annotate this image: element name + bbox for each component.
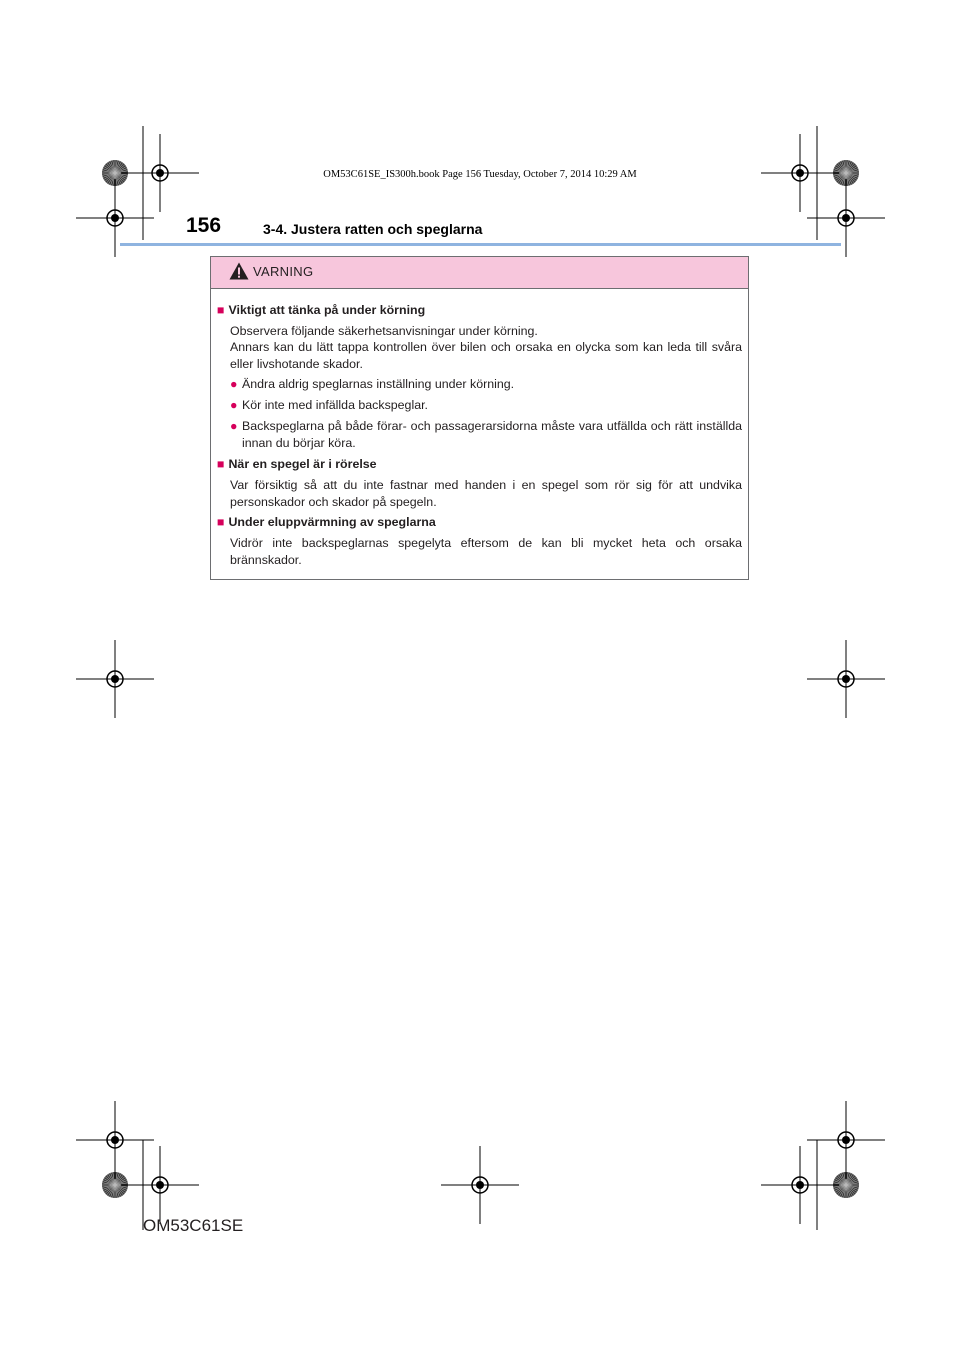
header-rule [120,243,841,246]
round-bullet-icon: ● [230,398,238,412]
warning-paragraph: Vidrör inte backspeglarnas spegelyta eftersom de kan bli mycket heta och orsaka brännskador. [230,536,742,567]
round-bullet-icon: ● [230,377,238,391]
warning-bullet: ● Backspeglarna på både förar- och passagerarsidorna måste vara utfällda och rätt inställda innan du börjar köra. [230,419,742,450]
warning-triangle-icon [229,262,249,280]
print-header-book-info: OM53C61SE_IS300h.book Page 156 Tuesday, October 7, 2014 10:29 AM [323,169,637,180]
registration-mark-icon [76,1101,154,1179]
registration-mark-icon [121,1146,199,1224]
registration-mark-icon [761,1146,839,1224]
warning-paragraph: Var försiktig så att du inte fastnar med handen i en spegel som rör sig för att undvika personskador och skador på spegeln. [230,478,742,509]
registration-mark-icon [76,640,154,718]
registration-mark-icon [807,1101,885,1179]
warning-paragraph: Observera följande säkerhetsanvisningar under körning. [230,324,538,338]
warning-paragraph: Annars kan du lätt tappa kontrollen över bilen och orsaka en olycka som kan leda till svåra eller livshotande skador. [230,340,742,371]
warning-bullet: ● Kör inte med infällda backspeglar. [230,398,428,412]
warning-title: VARNING [253,264,314,279]
round-bullet-icon: ● [230,419,238,433]
warning-section-heading: ■ Viktigt att tänka på under körning [217,303,426,317]
warning-box [210,256,749,580]
warning-section-heading: ■ När en spegel är i rörelse [217,457,377,471]
warning-bullet: ● Ändra aldrig speglarnas inställning under körning. [230,377,515,391]
square-bullet-icon: ■ [217,457,225,471]
registration-mark-icon [441,1146,519,1224]
page-number: 156 [186,214,222,237]
warning-section-heading: ■ Under eluppvärmning av speglarna [217,515,436,529]
footer-code: OM53C61SE [143,1216,244,1235]
warning-header [211,257,748,289]
square-bullet-icon: ■ [217,303,225,317]
registration-mark-icon [807,640,885,718]
section-title: 3-4. Justera ratten och speglarna [263,221,483,237]
square-bullet-icon: ■ [217,515,225,529]
